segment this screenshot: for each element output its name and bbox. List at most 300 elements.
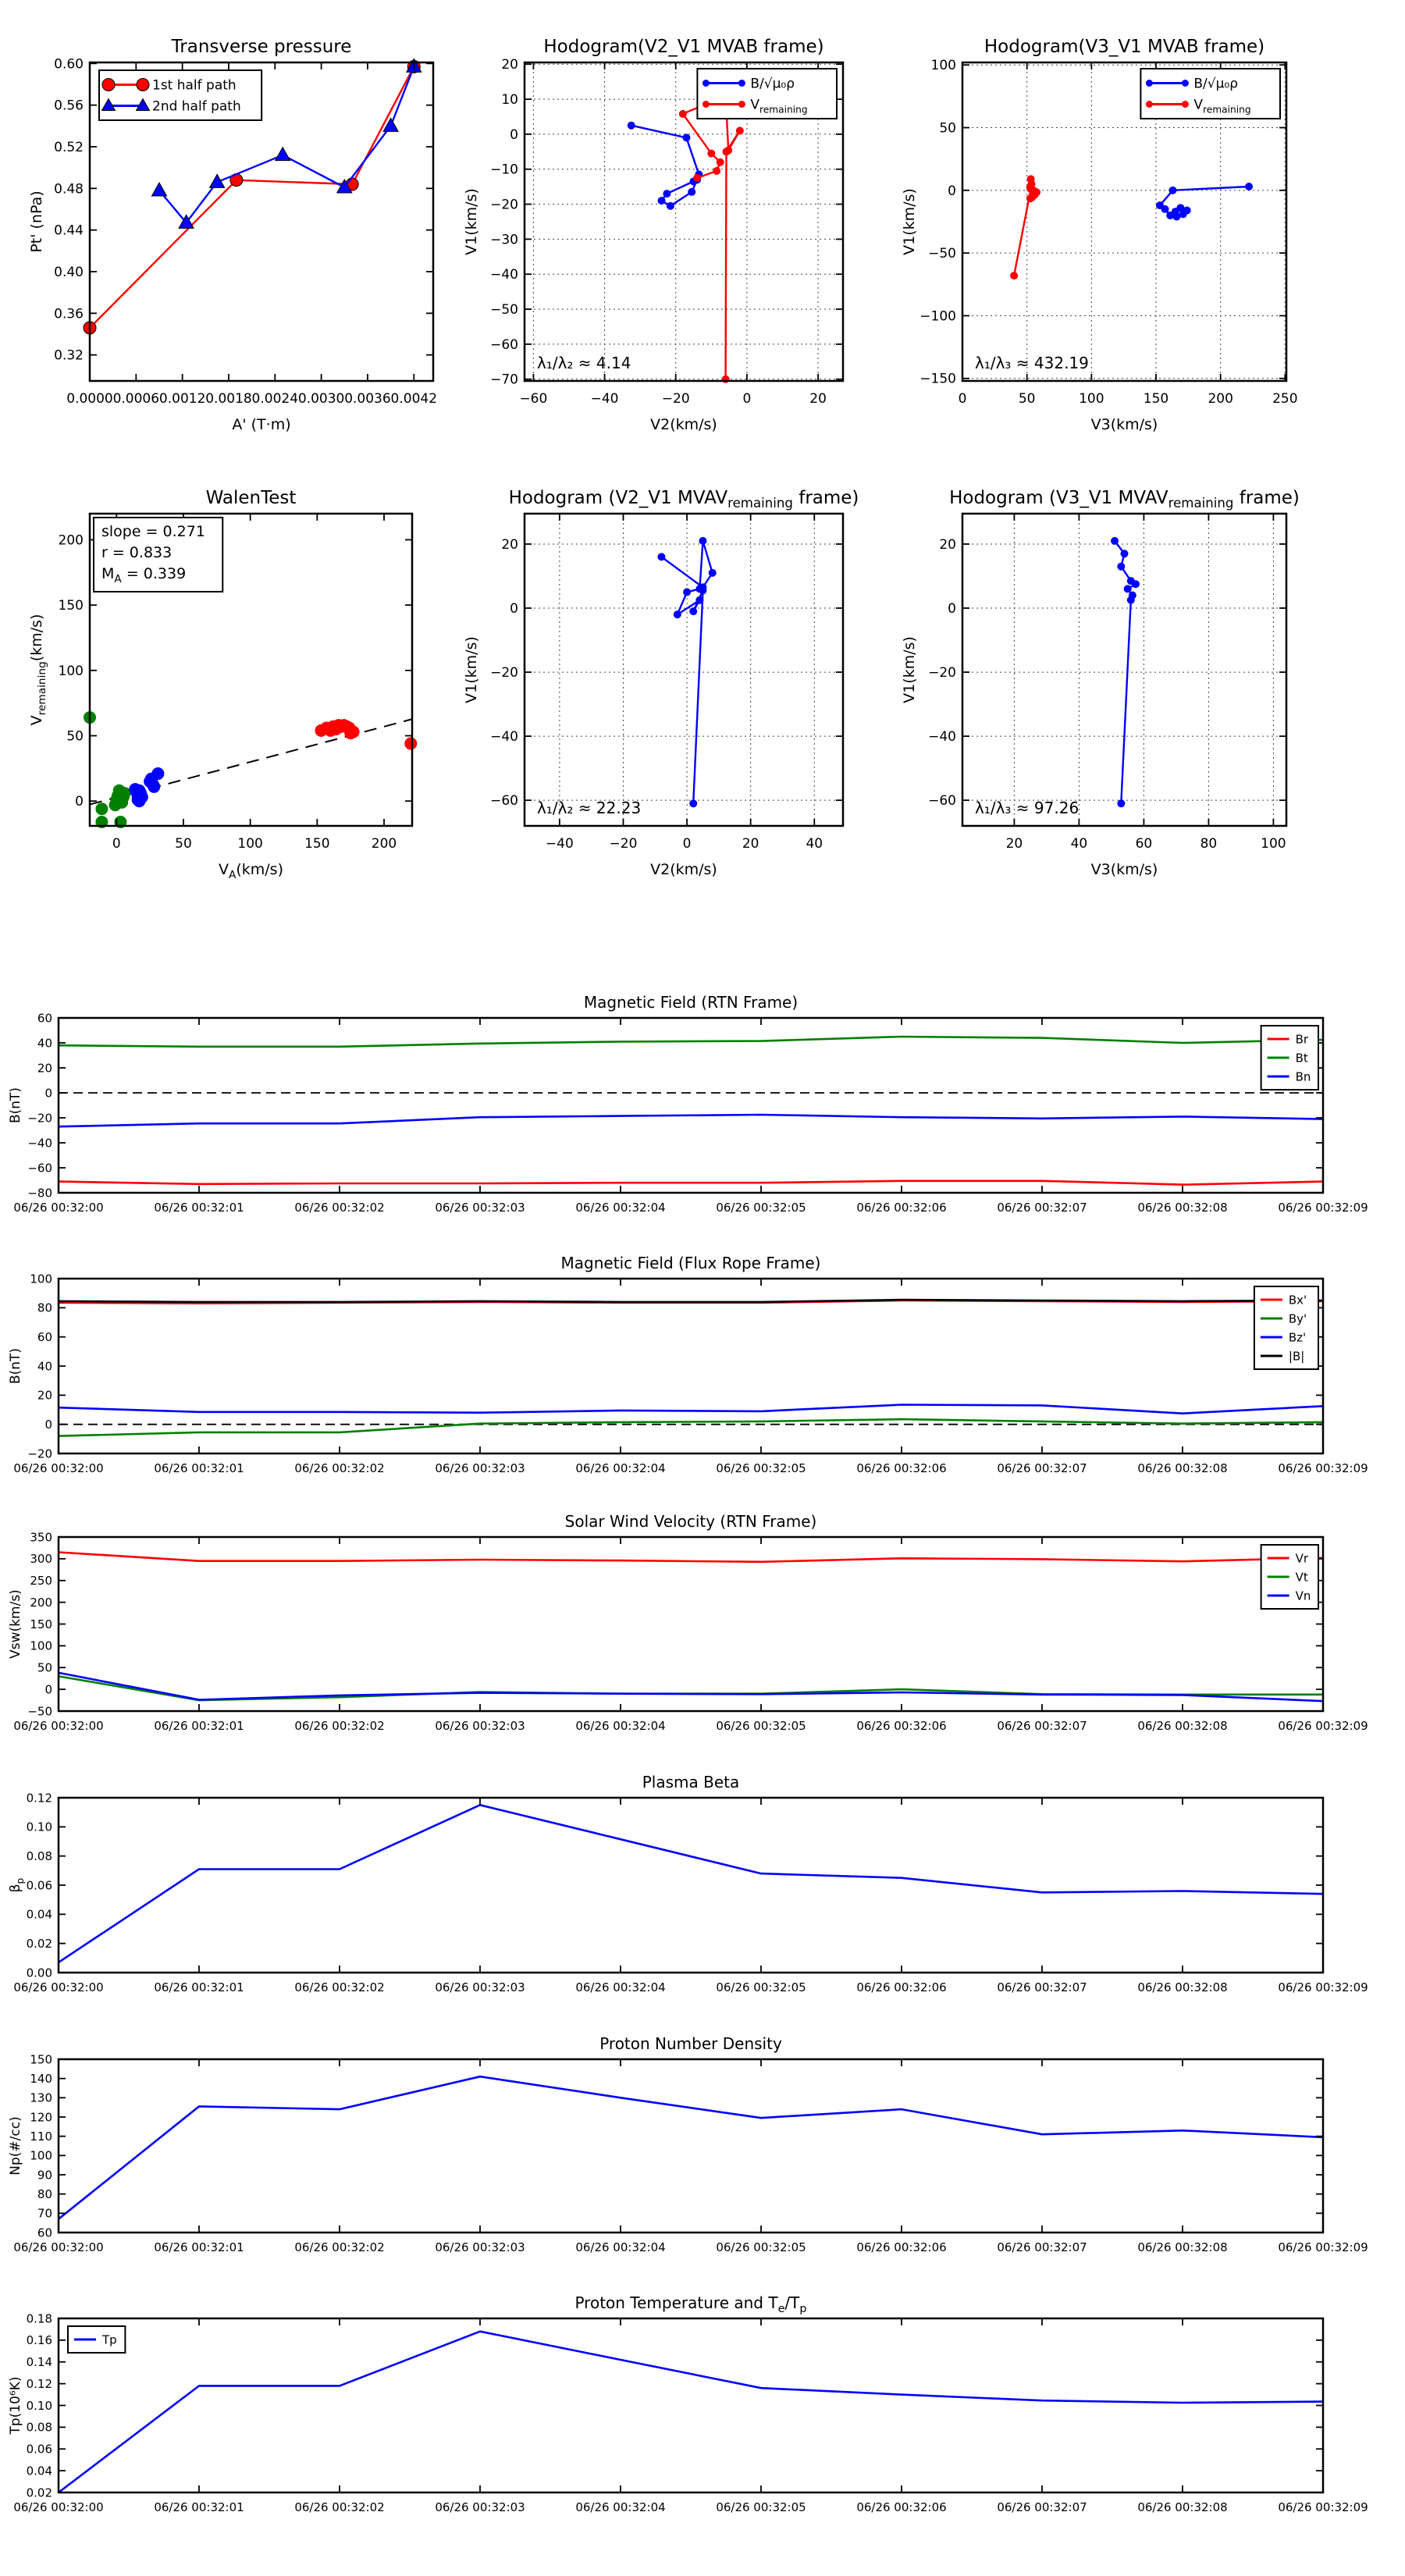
x-tick-label: 06/26 00:32:09 [1278,1201,1368,1215]
marker [276,148,290,161]
marker [95,802,108,815]
y-tick-label: −150 [919,371,956,387]
y-tick-label: 70 [37,2206,52,2221]
x-tick-label: 06/26 00:32:05 [716,2240,806,2254]
y-tick-label: 0.12 [26,1791,52,1806]
y-tick-label: 0.00 [26,1966,52,1980]
y-axis-label: Vsw(km/s) [8,1589,23,1659]
y-tick-label: 60 [37,1329,52,1344]
x-tick-label: 80 [1200,836,1218,852]
y-tick-label: 0.36 [54,306,84,322]
y-tick-label: −50 [490,302,518,318]
x-tick-label: 06/26 00:32:03 [435,2240,525,2254]
panel-title: Proton Temperature and $T_e/T_p$ [574,2293,807,2315]
y-tick-label: −60 [928,793,956,809]
marker [713,167,720,175]
x-tick-label: 06/26 00:32:01 [154,2240,244,2254]
x-tick-label: 06/26 00:32:08 [1137,1719,1228,1733]
y-tick-label: −40 [490,729,518,745]
y-tick-label: −30 [490,232,518,248]
y-tick-label: 60 [37,2226,52,2240]
x-tick-label: 06/26 00:32:01 [154,2500,244,2514]
x-tick-label: 06/26 00:32:08 [1137,1201,1228,1215]
x-tick-label: 06/26 00:32:02 [294,1461,385,1475]
y-tick-label: −60 [490,793,518,809]
marker [736,126,744,134]
marker [1124,585,1132,592]
marker [1245,183,1253,190]
x-tick-label: 0 [742,391,752,407]
y-tick-label: 20 [501,57,518,73]
x-tick-label: 06/26 00:32:01 [154,1980,244,1994]
y-tick-label: 0 [510,126,518,143]
x-tick-label: −40 [545,836,574,852]
marker [1117,799,1125,807]
marker [683,589,691,596]
panel-hodogram_v3v1_mvab [901,37,1298,433]
marker [667,202,674,210]
x-tick-label: 06/26 00:32:05 [716,1980,806,1994]
y-tick-label: −60 [27,1161,52,1176]
x-tick-label: 06/26 00:32:07 [997,1980,1087,1994]
legend-marker [738,80,745,87]
legend-marker [1182,101,1189,108]
x-axis-label: V3(km/s) [1090,416,1158,433]
marker [1027,185,1035,193]
x-tick-label: 06/26 00:32:04 [575,1719,666,1733]
marker [1169,187,1177,194]
legend-marker [1146,101,1153,108]
x-tick-label: 06/26 00:32:06 [856,1201,947,1215]
y-tick-label: 20 [37,1061,52,1076]
stats-line: r = 0.833 [101,544,173,561]
y-tick-label: 0.04 [26,1907,52,1922]
x-tick-label: 06/26 00:32:04 [575,2240,666,2254]
marker [1010,272,1018,279]
y-tick-label: 150 [58,598,84,614]
panel-title: Transverse pressure [171,37,352,57]
y-tick-label: −40 [490,267,518,283]
y-tick-label: 250 [30,1574,52,1588]
x-tick-label: 06/26 00:32:00 [13,1719,104,1733]
y-tick-label: 0.10 [26,1820,52,1834]
y-tick-label: 20 [501,536,518,553]
y-tick-label: 0.12 [26,2376,52,2391]
x-tick-label: 0 [958,391,967,407]
series-line-Br [59,1181,1323,1185]
panel-hodogram_v3v1_mvav [901,488,1300,878]
y-tick-label: 200 [58,532,84,549]
y-tick-label: 0.16 [26,2333,52,2348]
x-tick-label: 100 [1079,391,1104,407]
y-tick-label: 50 [939,120,956,137]
y-tick-label: 100 [30,2148,52,2163]
panel-title: Hodogram (V2_V1 $MVAV_{remaining}$ frame) [508,488,859,511]
y-tick-label: −20 [490,665,518,681]
y-tick-label: 130 [30,2090,52,2105]
x-tick-label: 0.0036 [344,391,391,407]
series-line-Bt [59,1037,1323,1047]
plot-frame [59,2318,1323,2492]
y-tick-label: −80 [27,1186,52,1201]
y-tick-label: 0 [44,1682,52,1697]
marker [1121,550,1129,557]
y-tick-label: 90 [37,2168,52,2183]
x-tick-label: 06/26 00:32:08 [1137,1980,1228,1994]
marker [628,122,635,130]
x-tick-label: 0.0042 [390,391,438,407]
y-axis-label: V1(km/s) [463,636,480,703]
marker [1026,194,1034,202]
legend-label: B/√μ₀ρ [750,76,795,92]
y-tick-label: 0.02 [26,2485,52,2500]
series-line-Vn [59,1673,1323,1701]
x-tick-label: 06/26 00:32:09 [1278,2500,1368,2514]
y-axis-label: Np(#/cc) [8,2116,23,2176]
marker [151,767,164,780]
x-tick-label: 06/26 00:32:01 [154,1461,244,1475]
x-tick-label: −20 [661,391,690,407]
x-tick-label: 40 [1070,836,1088,852]
x-tick-label: 06/26 00:32:00 [13,1461,104,1475]
y-tick-label: 80 [37,2186,52,2201]
y-tick-label: 110 [30,2129,52,2144]
panel-title: Solar Wind Velocity (RTN Frame) [564,1512,817,1531]
plot-frame [59,1279,1323,1453]
panel-walen_test [28,488,417,881]
marker [347,725,360,738]
legend-marker [1146,80,1153,87]
y-tick-label: 120 [30,2110,52,2125]
panel-hodogram_v2v1_mvav [463,488,859,878]
x-axis-label: A' (T·m) [232,416,291,433]
y-tick-label: 150 [30,2052,52,2067]
y-tick-label: 80 [37,1300,52,1315]
x-tick-label: 150 [304,836,330,852]
series-line-beta [59,1805,1323,1962]
x-tick-label: 06/26 00:32:06 [856,1461,947,1475]
x-tick-label: 06/26 00:32:03 [435,1201,525,1215]
x-tick-label: 200 [371,836,397,852]
panel-title: Magnetic Field (Flux Rope Frame) [560,1254,821,1272]
x-tick-label: 06/26 00:32:04 [575,1201,666,1215]
legend-label: Vn [1295,1589,1311,1603]
y-axis-label: $\beta_p$ [8,1877,26,1893]
x-tick-label: 06/26 00:32:04 [575,2500,666,2514]
series-line-Vremaining [683,96,740,379]
series-line-Bz [59,1405,1323,1414]
y-tick-label: 0.08 [26,1848,52,1863]
y-axis-label: V1(km/s) [901,636,918,703]
legend-marker [1182,80,1189,87]
x-tick-label: −20 [609,836,638,852]
marker [682,133,690,141]
y-axis-label: B(nT) [8,1347,23,1385]
y-tick-label: −40 [928,729,956,745]
x-tick-label: 06/26 00:32:02 [294,2500,385,2514]
y-tick-label: 10 [501,92,518,109]
x-tick-label: 06/26 00:32:07 [997,2500,1087,2514]
y-tick-label: 40 [37,1359,52,1374]
marker [136,791,148,803]
legend-label: 1st half path [152,77,237,94]
plot-frame [59,1018,1323,1193]
x-tick-label: 06/26 00:32:00 [13,2240,104,2254]
x-tick-label: 50 [175,836,192,852]
y-tick-label: −20 [490,197,518,213]
marker [404,738,417,750]
y-tick-label: 0 [948,183,956,199]
x-tick-label: 20 [809,391,827,407]
legend-marker [738,101,745,108]
legend-marker [702,101,710,108]
x-tick-label: 0.0024 [251,391,299,407]
legend-marker [102,79,115,91]
series-line-By [59,1419,1323,1436]
x-tick-label: 06/26 00:32:03 [435,2500,525,2514]
x-tick-label: 06/26 00:32:02 [294,1719,385,1733]
y-tick-label: −20 [27,1446,52,1461]
x-tick-label: 0.0030 [297,391,345,407]
y-tick-label: 100 [30,1638,52,1653]
x-tick-label: 20 [1005,836,1023,852]
y-axis-label: Tp(10⁶K) [8,2376,23,2435]
x-tick-label: 100 [1261,836,1286,852]
x-tick-label: 06/26 00:32:07 [997,2240,1087,2254]
marker [699,586,706,594]
y-tick-label: 0.44 [54,222,84,239]
plot-frame [59,1537,1323,1711]
x-tick-label: 06/26 00:32:09 [1278,2240,1368,2254]
marker [679,110,687,118]
x-tick-label: 06/26 00:32:07 [997,1201,1087,1215]
x-tick-label: 0 [112,836,121,852]
y-tick-label: 0 [510,600,518,617]
y-tick-label: −50 [27,1704,52,1719]
series-line-Vt [59,1676,1323,1700]
x-tick-label: 0.0006 [112,391,160,407]
y-tick-label: 150 [30,1617,52,1631]
y-tick-label: 0 [44,1086,52,1101]
x-tick-label: 06/26 00:32:07 [997,1719,1087,1733]
panel-title: Hodogram(V3_V1 MVAB frame) [984,37,1265,57]
x-tick-label: 60 [1135,836,1153,852]
marker [707,150,715,158]
y-axis-label: V1(km/s) [463,188,480,255]
y-tick-label: 100 [930,58,956,74]
panel-title: Proton Number Density [599,2034,782,2053]
y-tick-label: 40 [37,1036,52,1051]
y-tick-label: 0 [44,1417,52,1432]
legend-label: Bt [1295,1051,1308,1066]
y-tick-label: 0.06 [26,2442,52,2457]
panel-hodogram_v2v1_mvab [463,37,843,433]
legend-marker [137,79,149,91]
marker [116,788,128,801]
y-tick-label: 0.48 [54,181,84,197]
x-tick-label: 06/26 00:32:04 [575,1461,666,1475]
marker [722,148,730,155]
y-tick-label: 0 [75,794,84,810]
x-tick-label: 20 [742,836,759,852]
legend-label: Bx' [1288,1293,1307,1308]
x-tick-label: 06/26 00:32:00 [13,1201,104,1215]
x-tick-label: 06/26 00:32:02 [294,1980,385,1994]
marker [695,596,703,604]
plot-frame [962,514,1286,826]
y-tick-label: −100 [919,308,956,325]
y-tick-label: 0.52 [54,139,84,155]
x-tick-label: 06/26 00:32:04 [575,1980,666,1994]
y-tick-label: −40 [27,1136,52,1151]
x-axis-label: V2(km/s) [650,416,717,433]
lambda-annotation: λ₁/λ₃ ≈ 97.26 [975,799,1080,817]
marker [709,569,717,577]
lambda-annotation: λ₁/λ₃ ≈ 432.19 [975,354,1089,372]
marker [674,610,681,618]
marker [1172,208,1179,215]
legend-label: Bz' [1288,1330,1307,1345]
panel-title: Hodogram(V2_V1 MVAB frame) [543,37,824,57]
legend-label: Tp [102,2332,117,2347]
x-tick-label: 06/26 00:32:08 [1137,2240,1228,2254]
panel-title: Magnetic Field (RTN Frame) [583,993,799,1012]
panel-mag_rtn [8,993,1368,1215]
y-tick-label: 0.14 [26,2355,52,2369]
panel-vsw_rtn [8,1512,1368,1733]
plot-frame [59,2059,1323,2233]
x-tick-label: 06/26 00:32:08 [1137,2500,1228,2514]
marker [151,183,166,196]
y-tick-label: 0 [948,600,956,617]
x-tick-label: 06/26 00:32:06 [856,1980,947,1994]
marker [699,537,706,545]
x-tick-label: 0 [682,836,692,852]
x-tick-label: 06/26 00:32:02 [294,1201,385,1215]
marker [722,375,730,383]
legend-label: |B| [1288,1349,1305,1364]
panel-title: WalenTest [205,488,297,508]
x-tick-label: 06/26 00:32:06 [856,2500,947,2514]
x-tick-label: −60 [519,391,548,407]
y-axis-label: $V_{remaining}(km/s)$ [28,614,48,726]
x-tick-label: 06/26 00:32:05 [716,1201,806,1215]
lambda-annotation: λ₁/λ₂ ≈ 4.14 [537,354,631,372]
panel-mag_fluxrope [8,1254,1368,1475]
series-line-Np [59,2076,1323,2219]
plot-frame [525,514,843,826]
x-tick-label: 06/26 00:32:03 [435,1719,525,1733]
x-tick-label: 250 [1272,391,1298,407]
x-tick-label: 06/26 00:32:06 [856,1719,947,1733]
stats-line: slope = 0.271 [101,523,205,540]
y-tick-label: 0.18 [26,2311,52,2326]
x-axis-label: V2(km/s) [650,861,717,878]
y-tick-label: 20 [939,536,956,553]
x-tick-label: 06/26 00:32:07 [997,1461,1087,1475]
y-tick-label: −50 [928,246,956,262]
y-axis-label: V1(km/s) [901,188,918,255]
x-tick-label: 06/26 00:32:05 [716,1461,806,1475]
y-tick-label: −60 [490,336,518,353]
y-tick-label: 100 [58,663,84,679]
panel-proton_temp [8,2293,1368,2514]
y-tick-label: 60 [37,1011,52,1026]
y-tick-label: 140 [30,2071,52,2086]
y-tick-label: −20 [928,665,956,681]
legend-label: Bn [1295,1069,1311,1084]
marker [658,197,666,205]
x-tick-label: 06/26 00:32:08 [1137,1461,1228,1475]
panel-proton_density [8,2034,1368,2254]
x-tick-label: −40 [590,391,619,407]
y-tick-label: 300 [30,1552,52,1567]
y-tick-label: 20 [37,1388,52,1403]
y-tick-label: 100 [30,1272,52,1286]
y-tick-label: 0.08 [26,2420,52,2435]
legend-label: Vt [1295,1570,1308,1585]
marker [1132,580,1140,588]
y-tick-label: 200 [30,1595,52,1610]
lambda-annotation: λ₁/λ₂ ≈ 22.23 [537,799,642,817]
marker [693,174,701,182]
x-tick-label: 06/26 00:32:05 [716,2500,806,2514]
panel-title: Hodogram (V3_V1 $MVAV_{remaining}$ frame) [949,488,1300,511]
x-tick-label: 06/26 00:32:09 [1278,1461,1368,1475]
x-tick-label: 200 [1208,391,1233,407]
series-line-Tp [59,2332,1323,2492]
marker [689,799,697,807]
x-tick-label: 0.0000 [66,391,113,407]
y-axis-label: Pt' (nPa) [28,190,45,253]
marker [663,190,670,197]
panel-transverse_pressure [28,37,437,433]
y-tick-label: −20 [27,1111,52,1126]
panel-title: Plasma Beta [642,1773,740,1791]
x-tick-label: 0.0018 [205,391,252,407]
x-tick-label: 06/26 00:32:03 [435,1980,525,1994]
y-tick-label: 0.56 [54,98,84,114]
series-line-Bn [59,1115,1323,1126]
marker [688,188,695,196]
x-tick-label: 06/26 00:32:01 [154,1719,244,1733]
marker [1161,205,1169,213]
legend-label: By' [1288,1311,1307,1326]
y-tick-label: −70 [490,372,518,388]
x-tick-label: 06/26 00:32:02 [294,2240,385,2254]
marker [689,607,697,615]
legend-label: $V_{remaining}$ [750,97,808,116]
y-tick-label: 0.60 [54,56,84,73]
x-tick-label: 150 [1143,391,1169,407]
series-line-Vr [59,1553,1323,1562]
legend-label: 2nd half path [152,98,241,115]
x-tick-label: 06/26 00:32:00 [13,2500,104,2514]
legend-label: B/√μ₀ρ [1193,76,1239,92]
y-tick-label: 0.32 [54,347,84,364]
y-tick-label: 350 [30,1530,52,1545]
x-axis-label: V3(km/s) [1090,861,1158,878]
legend-label: Br [1295,1032,1309,1047]
x-tick-label: 0.0012 [158,391,206,407]
x-tick-label: 06/26 00:32:06 [856,2240,947,2254]
marker [148,781,160,793]
stats-line: $M_A = 0.339$ [101,565,187,585]
legend-marker [702,80,710,87]
y-tick-label: 0.04 [26,2464,52,2478]
y-tick-label: 0.02 [26,1936,52,1951]
x-axis-label: $V_A(km/s)$ [218,861,284,881]
